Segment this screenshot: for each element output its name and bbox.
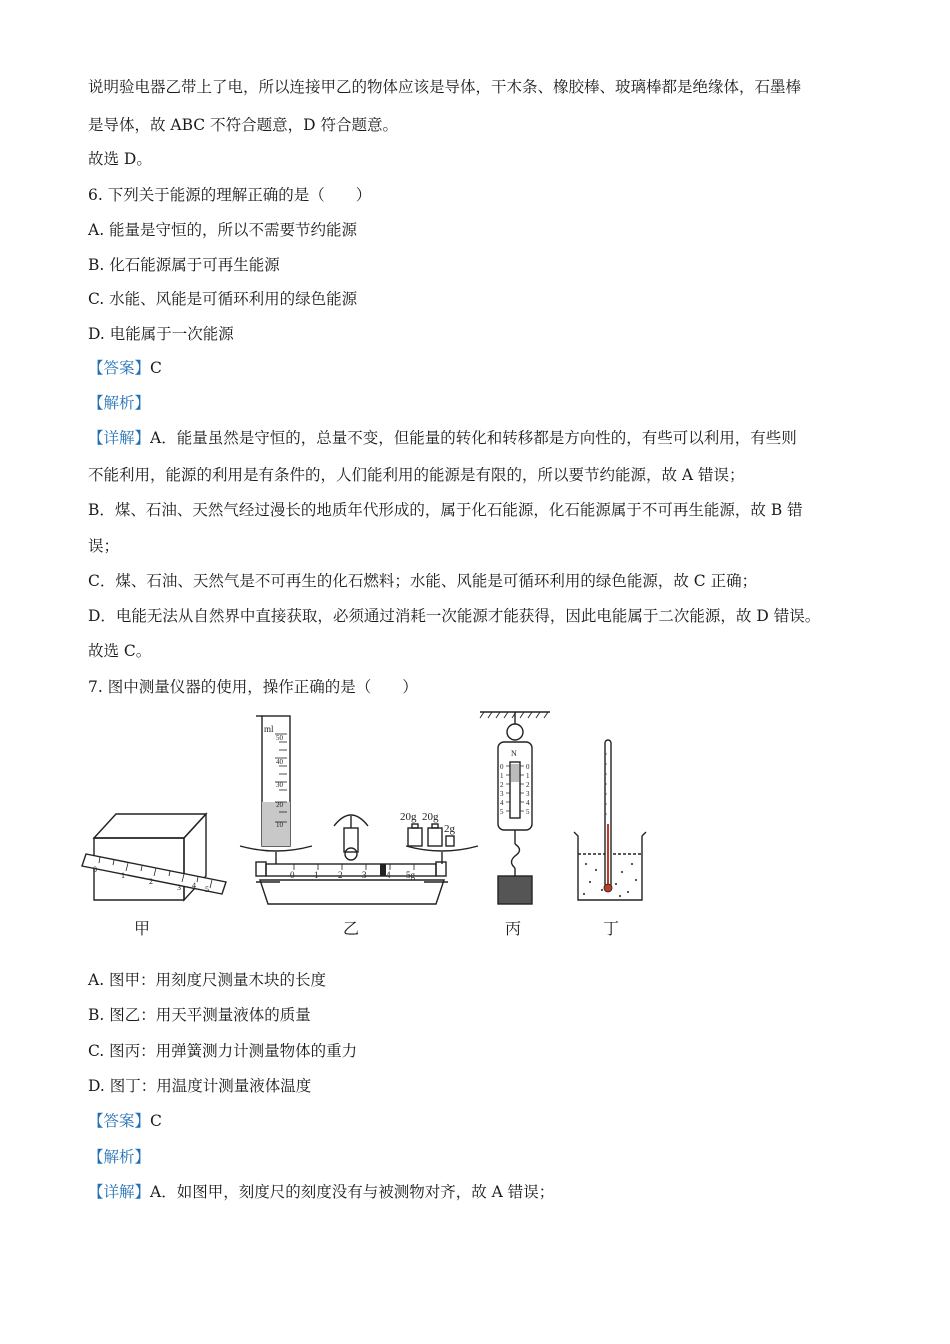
q6-option-d: D. 电能属于一次能源	[88, 325, 234, 343]
q7-stem: 7. 图中测量仪器的使用，操作正确的是（ ）	[88, 678, 418, 696]
q6-option-b: B. 化石能源属于可再生能源	[88, 256, 280, 274]
q7-option-d: D. 图丁：用温度计测量液体温度	[88, 1077, 312, 1095]
q6-answer-tag: 【答案】	[88, 359, 151, 377]
q6-detail-7: 故选 C。	[88, 642, 152, 660]
q7-answer-value: C	[150, 1112, 162, 1130]
intro-line-2: 是导体，故 ABC 不符合题意，D 符合题意。	[88, 116, 398, 134]
q6-option-a: A. 能量是守恒的，所以不需要节约能源	[88, 221, 358, 239]
ruler-tick-1: 1	[121, 871, 125, 880]
figure-label-bing: 丙	[505, 919, 522, 938]
cylinder-tick-20: 20	[276, 801, 283, 809]
ruler-tick-5: 5	[205, 885, 209, 894]
intro-line-1: 说明验电器乙带上了电，所以连接甲乙的物体应该是导体，干木条、橡胶棒、玻璃棒都是绝缘体，石墨棒	[88, 78, 802, 96]
ruler-tick-2: 2	[149, 877, 153, 886]
cylinder-tick-50: 50	[276, 734, 283, 742]
figure-label-jia: 甲	[134, 919, 151, 938]
spring-tick-l1: 1	[500, 772, 504, 780]
beam-tick-0: 0	[290, 870, 295, 880]
spring-tick-r0: 0	[526, 763, 530, 771]
q7-detail-1-text: A．如图甲，刻度尺的刻度没有与被测物对齐，故 A 错误；	[150, 1183, 555, 1201]
spring-tick-l0: 0	[500, 763, 504, 771]
q6-detail-tag: 【详解】	[88, 429, 151, 447]
q7-answer-tag: 【答案】	[88, 1112, 151, 1130]
beam-tick-2: 2	[338, 870, 343, 880]
weight-2g	[446, 836, 454, 846]
figure-label-ding: 丁	[603, 919, 620, 938]
spring-unit: N	[511, 749, 517, 758]
q7-option-c: C. 图丙：用弹簧测力计测量物体的重力	[88, 1042, 358, 1060]
q6-detail-1	[88, 427, 797, 449]
q7-option-a: A. 图甲：用刻度尺测量木块的长度	[88, 971, 327, 989]
spring-tick-l3: 3	[500, 790, 504, 798]
q6-detail-1-text: A．能量虽然是守恒的，总量不变，但能量的转化和转移都是方向性的，有些可以利用，有些则	[150, 429, 797, 447]
q6-answer-value: C	[150, 359, 162, 377]
spring-tick-l4: 4	[500, 799, 504, 807]
weight-label-1: 20g	[400, 811, 417, 823]
spring-tick-r3: 3	[526, 790, 530, 798]
q7-figure	[80, 704, 780, 944]
q6-option-c: C. 水能、风能是可循环利用的绿色能源	[88, 290, 358, 308]
weight-20g-2	[428, 828, 442, 846]
q7-option-b: B. 图乙：用天平测量液体的质量	[88, 1006, 311, 1024]
spring-tick-l2: 2	[500, 781, 504, 789]
figure-bing-spring-scale	[480, 712, 550, 904]
q7-detail-1	[88, 1181, 554, 1203]
weight-label-2: 20g	[422, 811, 439, 823]
q6-detail-6: D．电能无法从自然界中直接获取，必须通过消耗一次能源才能获得，因此电能属于二次能源，故 D 错误。	[88, 607, 821, 625]
weight-label-3: 2g	[444, 823, 455, 835]
beam-tick-3: 3	[362, 870, 367, 880]
spring-tick-r5: 5	[526, 808, 530, 816]
beam-tick-4: 4	[386, 870, 391, 880]
cylinder-tick-40: 40	[276, 758, 283, 766]
cylinder-tick-30: 30	[276, 781, 283, 789]
q7-analysis-tag: 【解析】	[88, 1148, 151, 1166]
q6-detail-5: C．煤、石油、天然气是不可再生的化石燃料；水能、风能是可循环利用的绿色能源，故 C 正确；	[88, 572, 758, 590]
q6-stem: 6. 下列关于能源的理解正确的是（ ）	[88, 186, 372, 204]
q6-answer	[88, 357, 162, 379]
spring-tick-l5: 5	[500, 808, 504, 816]
q7-answer	[88, 1110, 162, 1132]
q6-detail-3: B．煤、石油、天然气经过漫长的地质年代形成的，属于化石能源，化石能源属于不可再生能源，故 B 错	[88, 501, 803, 519]
spring-tick-r4: 4	[526, 799, 530, 807]
intro-line-3: 故选 D。	[88, 150, 152, 168]
ruler-tick-3: 3	[177, 883, 181, 892]
beam-tick-5: 5g	[406, 870, 415, 880]
ruler-tick-0: 0	[93, 865, 97, 874]
spring-tick-r1: 1	[526, 772, 530, 780]
figure-yi-balance	[240, 716, 478, 904]
figure-jia-block	[82, 814, 226, 900]
spring-tick-r2: 2	[526, 781, 530, 789]
figure-label-yi: 乙	[343, 919, 360, 938]
weight-20g-1	[408, 828, 422, 846]
beam-tick-1: 1	[314, 870, 319, 880]
q6-detail-2: 不能利用，能源的利用是有条件的，人们能利用的能源是有限的，所以要节约能源，故 A 错误；	[88, 466, 745, 484]
q6-analysis-tag: 【解析】	[88, 394, 151, 412]
hanging-weight	[498, 876, 532, 904]
figure-ding-thermometer	[574, 740, 646, 900]
cylinder-unit: ml	[264, 724, 274, 734]
ruler-tick-4: 4	[192, 881, 196, 890]
q6-detail-4: 误；	[88, 537, 120, 555]
cylinder-tick-10: 10	[276, 821, 283, 829]
q7-detail-tag: 【详解】	[88, 1183, 151, 1201]
